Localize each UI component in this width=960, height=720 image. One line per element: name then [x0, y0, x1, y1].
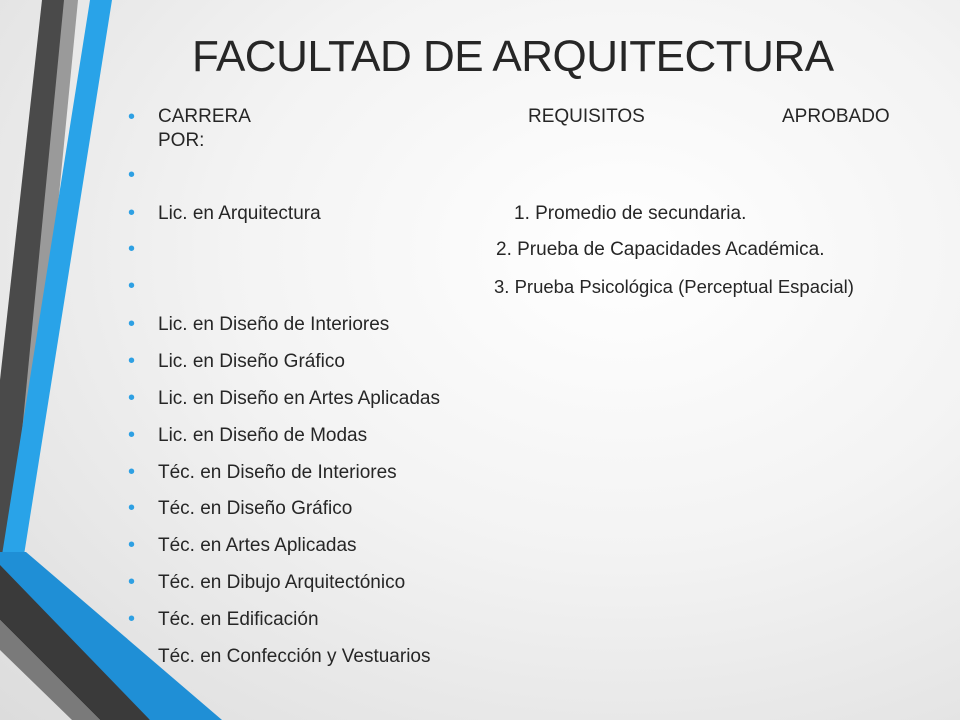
- bullet: •: [128, 461, 136, 483]
- header-carrera: CARRERA: [158, 106, 251, 127]
- bullet: •: [128, 202, 136, 224]
- career-item: Téc. en Confección y Vestuarios: [158, 646, 431, 667]
- bullet: •: [128, 275, 136, 297]
- career-item: Téc. en Edificación: [158, 609, 319, 630]
- bullet: •: [128, 350, 136, 372]
- header-por: POR:: [158, 130, 205, 151]
- career-item: Téc. en Artes Aplicadas: [158, 535, 357, 556]
- slide-title: FACULTAD DE ARQUITECTURA: [192, 32, 834, 81]
- bullet: •: [128, 571, 136, 593]
- bullet: •: [128, 608, 136, 630]
- requirement-item: 1. Promedio de secundaria.: [514, 203, 747, 224]
- bullet: •: [128, 313, 136, 335]
- requirement-item: 2. Prueba de Capacidades Académica.: [496, 239, 825, 260]
- requirement-item: 3. Prueba Psicológica (Perceptual Espacial): [494, 276, 854, 297]
- career-item: Téc. en Diseño de Interiores: [158, 462, 397, 483]
- header-requisitos: REQUISITOS: [528, 106, 645, 127]
- bullet: •: [128, 387, 136, 409]
- bullet: •: [128, 497, 136, 519]
- bullet: •: [128, 164, 136, 186]
- career-item: Téc. en Diseño Gráfico: [158, 498, 353, 519]
- bullet: •: [128, 534, 136, 556]
- career-item: Lic. en Diseño de Modas: [158, 425, 368, 446]
- career-item: Lic. en Diseño de Interiores: [158, 314, 390, 335]
- career-item: Lic. en Arquitectura: [158, 203, 321, 224]
- bullet: •: [128, 106, 136, 128]
- career-item: Téc. en Dibujo Arquitectónico: [158, 572, 406, 593]
- header-aprobado: APROBADO: [782, 106, 890, 127]
- bullet: •: [128, 238, 136, 260]
- career-item: Lic. en Diseño Gráfico: [158, 351, 345, 372]
- career-item: Lic. en Diseño en Artes Aplicadas: [158, 388, 441, 409]
- bullet: •: [128, 424, 136, 446]
